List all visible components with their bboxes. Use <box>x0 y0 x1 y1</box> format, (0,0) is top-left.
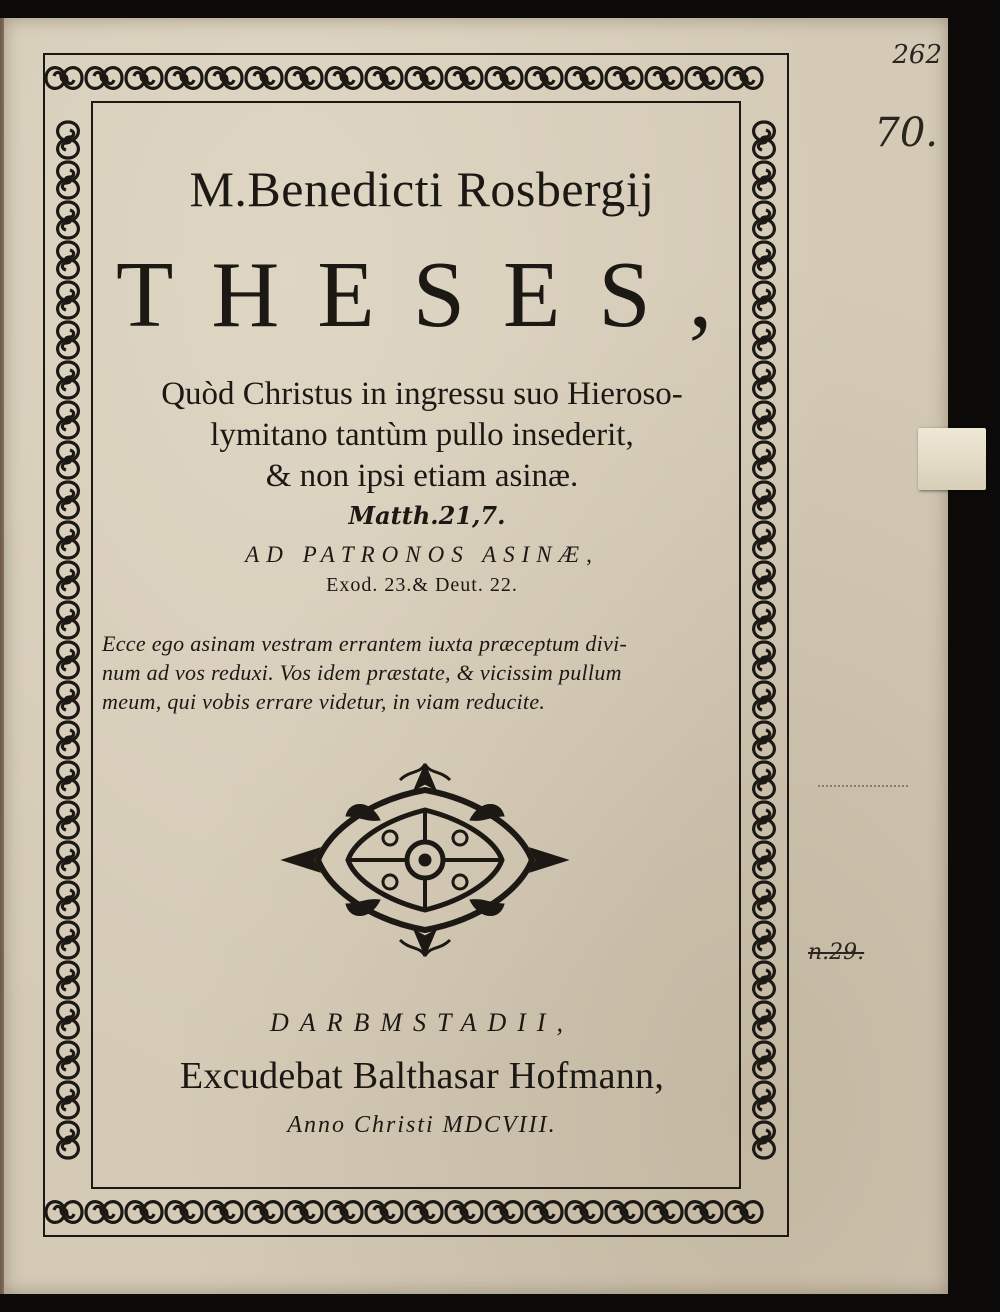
motto-line: meum, qui vobis errare videtur, in viam reducite. <box>102 689 546 714</box>
main-title: THESES, <box>116 243 751 347</box>
motto-line: Ecce ego asinam vestram errantem iuxta præceptum divi- <box>102 631 628 656</box>
title-block <box>96 150 751 716</box>
subtitle <box>96 374 748 497</box>
address-reference: Exod. 23.& Deut. 22. <box>326 574 518 596</box>
subtitle-line: Quòd Christus in ingressu suo Hieroso- <box>161 376 683 412</box>
motto-line: num ad vos reduxi. Vos idem præstate, & vicissim pullum <box>102 660 622 685</box>
imprint-place: DARBMSTADII, <box>269 1008 575 1037</box>
handwritten-reference: Matth.21,7. <box>348 501 506 530</box>
marginal-side-note: n.29. <box>808 940 865 965</box>
subtitle-line: lymitano tantùm pullo insederit, <box>210 417 634 453</box>
subtitle-line: & non ipsi etiam asinæ. <box>265 458 579 494</box>
imprint-year: Anno Christi MDCVIII. <box>287 1112 557 1138</box>
marginal-number-top: 262 <box>892 40 942 70</box>
imprint-printer: Excudebat Balthasar Hofmann, <box>179 1055 665 1097</box>
motto <box>102 629 742 716</box>
ink-mark <box>818 785 908 787</box>
printers-ornament-icon <box>280 760 570 964</box>
imprint-block <box>96 1008 748 1139</box>
paper-tab <box>918 428 986 490</box>
address-line: AD PATRONOS ASINÆ, <box>245 542 599 567</box>
marginal-number-second: 70. <box>874 110 938 156</box>
author-line: M.Benedicti Rosbergij <box>189 161 655 217</box>
